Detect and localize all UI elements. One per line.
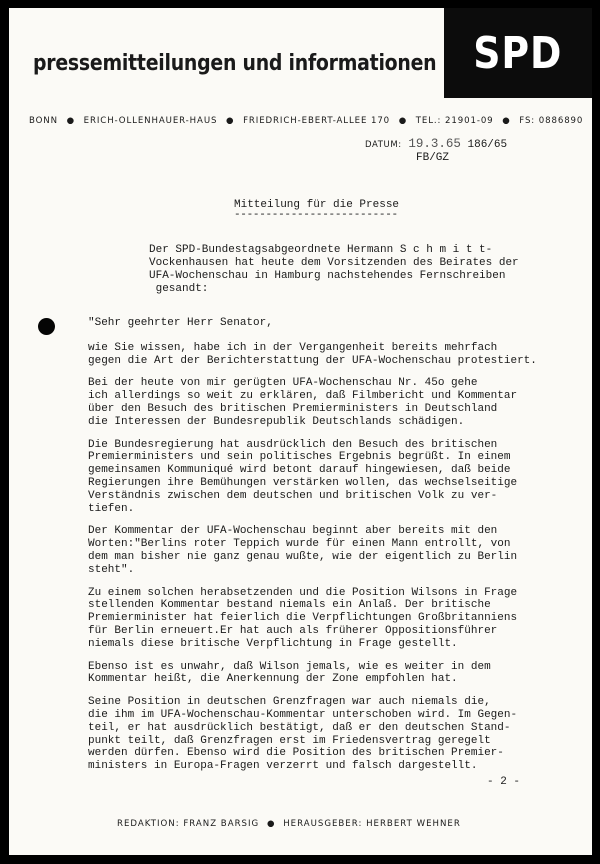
page-number: - 2 - xyxy=(487,776,521,788)
bullet-separator: ● xyxy=(502,116,511,126)
address-street: FRIEDRICH-EBERT-ALLEE 170 xyxy=(243,116,391,126)
letter-paragraph: Ebenso ist es unwahr, daß Wilson jemals, wie es weiter in dem Kommentar heißt, die Anerkennung der Zone empfohlen hat. xyxy=(88,660,491,686)
press-release-page xyxy=(9,8,592,855)
spd-logo xyxy=(444,8,592,98)
reference-code: FB/GZ xyxy=(416,152,450,164)
heading-underline: -------------------------- xyxy=(234,209,398,221)
letter-paragraph: Die Bundesregierung hat ausdrücklich den Besuch des britischen Premierministers und sein politisches Ergebnis begrüßt. In einem gemeinsamen Kommuniqué wird betont darauf hingewiesen, daß beide Regierungen ihre Bemühungen verstärken wollen, das wechselseitige Verständnis zwischen dem deutschen und britischen Volk zu ver- tiefen. xyxy=(88,438,518,515)
document-heading: Mitteilung für die Presse xyxy=(234,199,400,211)
address-building: ERICH-OLLENHAUER-HAUS xyxy=(83,116,218,126)
letter-salutation: "Sehr geehrter Herr Senator, xyxy=(88,317,273,329)
punch-hole xyxy=(38,318,55,335)
footer-editor: REDAKTION: FRANZ BARSIG xyxy=(117,819,260,829)
footer-publisher: HERAUSGEBER: HERBERT WEHNER xyxy=(283,819,461,829)
release-number: 186/65 xyxy=(467,139,508,151)
letter-paragraph: Zu einem solchen herabsetzenden und die Position Wilsons in Frage stellenden Kommentar bestand niemals ein Anlaß. Der britische Premierminister hat feierlich die Verpflichtungen Großbritanniens für Berlin erneuert.Er hat auch als früherer Oppositionsführer niemals diese britische Verpflichtung in Frage gestellt. xyxy=(88,586,518,650)
letter-paragraph: Der Kommentar der UFA-Wochenschau beginnt aber bereits mit den Worten:"Berlins roter Teppich wurde für einen Mann entrollt, von dem man bisher nie ganz genau wußte, wie der eigentlich zu Berlin steht". xyxy=(88,525,518,576)
letter-paragraph: wie Sie wissen, habe ich in der Vergangenheit bereits mehrfach gegen die Art der Berichterstattung der UFA-Wochenschau protestiert. xyxy=(88,341,537,367)
bullet-separator: ● xyxy=(226,116,235,126)
bullet-separator: ● xyxy=(398,116,408,126)
address-city: BONN xyxy=(29,116,58,126)
intro-paragraph: Der SPD-Bundestagsabgeordnete Hermann S c h m i t t- Vockenhausen hat heute dem Vorsitzenden des Beirates der UFA-Wochenschau in Hamburg nachstehendes Fernschreiben gesandt: xyxy=(149,244,519,295)
letter-body xyxy=(88,317,588,783)
letter-paragraph: Seine Position in deutschen Grenzfragen war auch niemals die, die ihm im UFA-Wochenschau-Kommentar unterschoben wird. Im Gegen- teil, er hat ausdrücklich bestätigt, daß er den deutschen Stand- punkt teilt, daß Grenzfragen erst im Friedensvertrag geregelt werden dürfen. Ebenso wird die Position des britischen Premier- ministers in Europa-Fragen verzerrt und falsch dargestellt. xyxy=(88,696,518,773)
address-telex: FS: 0886890 xyxy=(519,116,584,126)
letterhead-title: pressemitteilungen und informationen xyxy=(33,50,437,76)
spd-logo-text: SPD xyxy=(473,27,563,79)
letterhead-address xyxy=(29,116,583,126)
bullet-separator: ● xyxy=(266,819,276,829)
date-value: 19.3.65 xyxy=(408,137,461,151)
date-label: DATUM: xyxy=(365,140,402,150)
dateline xyxy=(365,138,507,165)
bullet-separator: ● xyxy=(66,116,76,126)
letter-paragraph: Bei der heute von mir gerügten UFA-Wochenschau Nr. 45o gehe ich allerdings so weit zu erklären, daß Filmbericht und Kommentar über den Besuch des britischen Premierministers in Deutschland die Interessen der Bundesrepublik Deutschlands schädigen. xyxy=(88,377,518,428)
letterhead-footer xyxy=(117,819,461,829)
address-telephone: TEL.: 21901-09 xyxy=(415,116,494,126)
